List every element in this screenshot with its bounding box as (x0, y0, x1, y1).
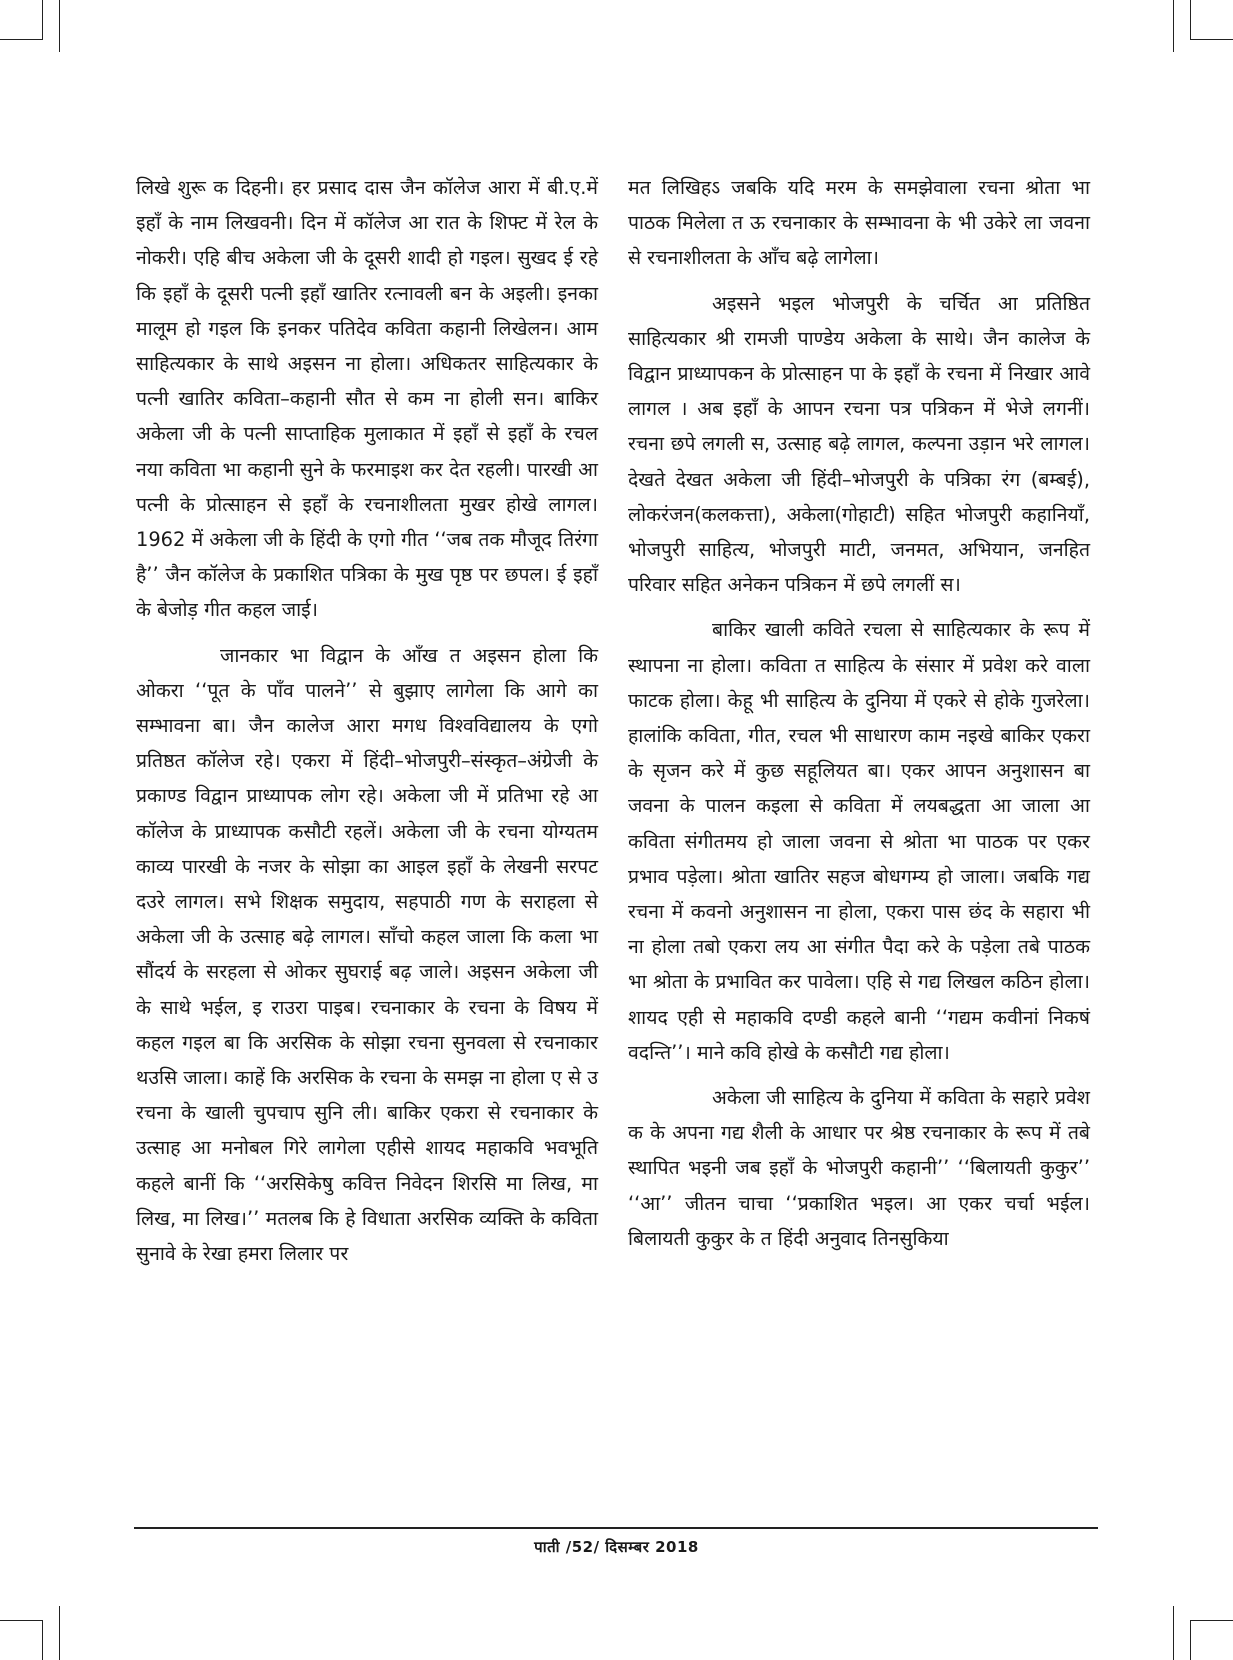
crop-mark (42, 0, 43, 40)
paragraph: अकेला जी साहित्य के दुनिया में कविता के सहारे प्रवेश क के अपना गद्य शैली के आधार पर श्रेष्ठ रचनाकार के रूप में तबे स्थापित भइनी जब इहाँ के भोजपुरी कहानी’’ ‘‘बिलायती कुकुर’’ ‘‘आ’’ जीतन चाचा ‘‘प्रकाशित भइल। आ एकर चर्चा भईल। बिलायती कुकुर के त हिंदी अनुवाद तिनसुकिया (628, 1086, 1090, 1250)
crop-mark (1191, 1620, 1233, 1621)
crop-mark (1190, 1620, 1191, 1660)
paragraph: मत लिखिहऽ जबकि यदि मरम के समझेवाला रचना श्रोता भा पाठक मिलेला त ऊ रचनाकार के सम्भावना के भी उकेरे ला जवना से रचनाशीलता के आँच बढ़े लागेला। (628, 176, 1090, 270)
crop-mark (42, 1620, 43, 1660)
crop-mark (1173, 1606, 1174, 1660)
article-column-right (628, 170, 1090, 1266)
crop-mark (0, 39, 42, 40)
crop-mark (59, 0, 60, 52)
crop-mark (1191, 39, 1233, 40)
paragraph: लिखे शुरू क दिहनी। हर प्रसाद दास जैन कॉलेज आरा में बी.ए.में इहाँ के नाम लिखवनी। दिन में कॉलेज आ रात के शिफ्ट में रेल के नोकरी। एहि बीच अकेला जी के दूसरी शादी हो गइल। सुखद ई रहे कि इहाँ के दूसरी पत्नी इहाँ खातिर रत्नावली बन के अइली। इनका मालूम हो गइल कि इनकर पतिदेव कविता कहानी लिखेलन। आम साहित्यकार के साथे अइसन ना होला। अधिकतर साहित्यकार के पत्नी खातिर कविता–कहानी सौत से कम ना होली सन। बाकिर अकेला जी के पत्नी साप्ताहिक मुलाकात में इहाँ से इहाँ के रचल नया कविता भा कहानी सुने के फरमाइश कर देत रहली। पारखी आ पत्नी के प्रोत्साहन से इहाँ के रचनाशीलता मुखर होखे लागल। 1962 में अकेला जी के हिंदी के एगो गीत ‘‘जब तक मौजूद तिरंगा है’’ जैन कॉलेज के प्रकाशित पत्रिका के मुख पृष्ठ पर छपल। ई इहाँ के बेजोड़ गीत कहल जाई। (136, 176, 598, 622)
crop-mark (59, 1606, 60, 1660)
page-footer: पाती /52/ दिसम्बर 2018 (534, 1538, 699, 1556)
paragraph: अइसने भइल भोजपुरी के चर्चित आ प्रतिष्ठित साहित्यकार श्री रामजी पाण्डेय अकेला के साथे। जैन कालेज के विद्वान प्राध्यापकन के प्रोत्साहन पा के इहाँ के रचना में निखार आवे लागल । अब इहाँ के आपन रचना पत्र पत्रिकन में भेजे लगनीं। रचना छपे लगली स, उत्साह बढ़े लागल, कल्पना उड़ान भरे लागल। देखते देखत अकेला जी हिंदी–भोजपुरी के पत्रिका रंग (बम्बई), लोकरंजन(कलकत्ता), अकेला(गोहाटी) सहित भोजपुरी कहानियाँ, भोजपुरी साहित्य, भोजपुरी माटी, जनमत, अभियान, जनहित परिवार सहित अनेकन पत्रिकन में छपे लगलीं स। (628, 291, 1090, 597)
paragraph: बाकिर खाली कविते रचला से साहित्यकार के रूप में स्थापना ना होला। कविता त साहित्य के संसार में प्रवेश करे वाला फाटक होला। केहू भी साहित्य के दुनिया में एकरे से होके गुजरेला। हालांकि कविता, गीत, रचल भी साधारण काम नइखे बाकिर एकरा के सृजन करे में कुछ सहूलियत बा। एकर आपन अनुशासन बा जवना के पालन कइला से कविता में लयबद्धता आ जाला आ कविता संगीतमय हो जाला जवना से श्रोता भा पाठक पर एकर प्रभाव पड़ेला। श्रोता खातिर सहज बोधगम्य हो जाला। जबकि गद्य रचना में कवनो अनुशासन ना होला, एकरा पास छंद के सहारा भी ना होला तबो एकरा लय आ संगीत पैदा करे के पड़ेला तबे पाठक भा श्रोता के प्रभावित कर पावेला। एहि से गद्य लिखल कठिन होला। शायद एही से महाकवि दण्डी कहले बानी ‘‘गद्यम कवीनां निकषं वदन्ति’’। माने कवि होखे के कसौटी गद्य होला। (628, 618, 1090, 1064)
article-column-left (136, 170, 598, 1281)
footer-rule (134, 1527, 1098, 1529)
crop-mark (0, 1620, 42, 1621)
crop-mark (1190, 0, 1191, 40)
crop-mark (1173, 0, 1174, 52)
paragraph: जानकार भा विद्वान के आँख त अइसन होला कि ओकरा ‘‘पूत के पाँव पालने’’ से बुझाए लागेला कि आगे का सम्भावना बा। जैन कालेज आरा मगध विश्वविद्यालय के एगो प्रतिष्ठत कॉलेज रहे। एकरा में हिंदी–भोजपुरी–संस्कृत–अंग्रेजी के प्रकाण्ड विद्वान प्राध्यापक लोग रहे। अकेला जी में प्रतिभा रहे आ कॉलेज के प्राध्यापक कसौटी रहलें। अकेला जी के रचना योग्यतम काव्य पारखी के नजर के सोझा का आइल इहाँ के लेखनी सरपट दउरे लागल। सभे शिक्षक समुदाय, सहपाठी गण के सराहला से अकेला जी के उत्साह बढ़े लागल। साँचो कहल जाला कि कला भा सौंदर्य के सरहला से ओकर सुघराई बढ़ जाले। अइसन अकेला जी के साथे भईल, इ राउरा पाइब। रचनाकार के रचना के विषय में कहल गइल बा कि अरसिक के सोझा रचना सुनवला से रचनाकार थउसि जाला। काहें कि अरसिक के रचना के समझ ना होला ए से उ रचना के खाली चुपचाप सुनि ली। बाकिर एकरा से रचनाकार के उत्साह आ मनोबल गिरे लागेला एहीसे शायद महाकवि भवभूति कहले बानीं कि ‘‘अरसिकेषु कवित्त निवेदन शिरसि मा लिख, मा लिख, मा लिख।’’ मतलब कि हे विधाता अरसिक व्यक्ति के कविता सुनावे के रेखा हमरा लिलार पर (136, 643, 598, 1266)
